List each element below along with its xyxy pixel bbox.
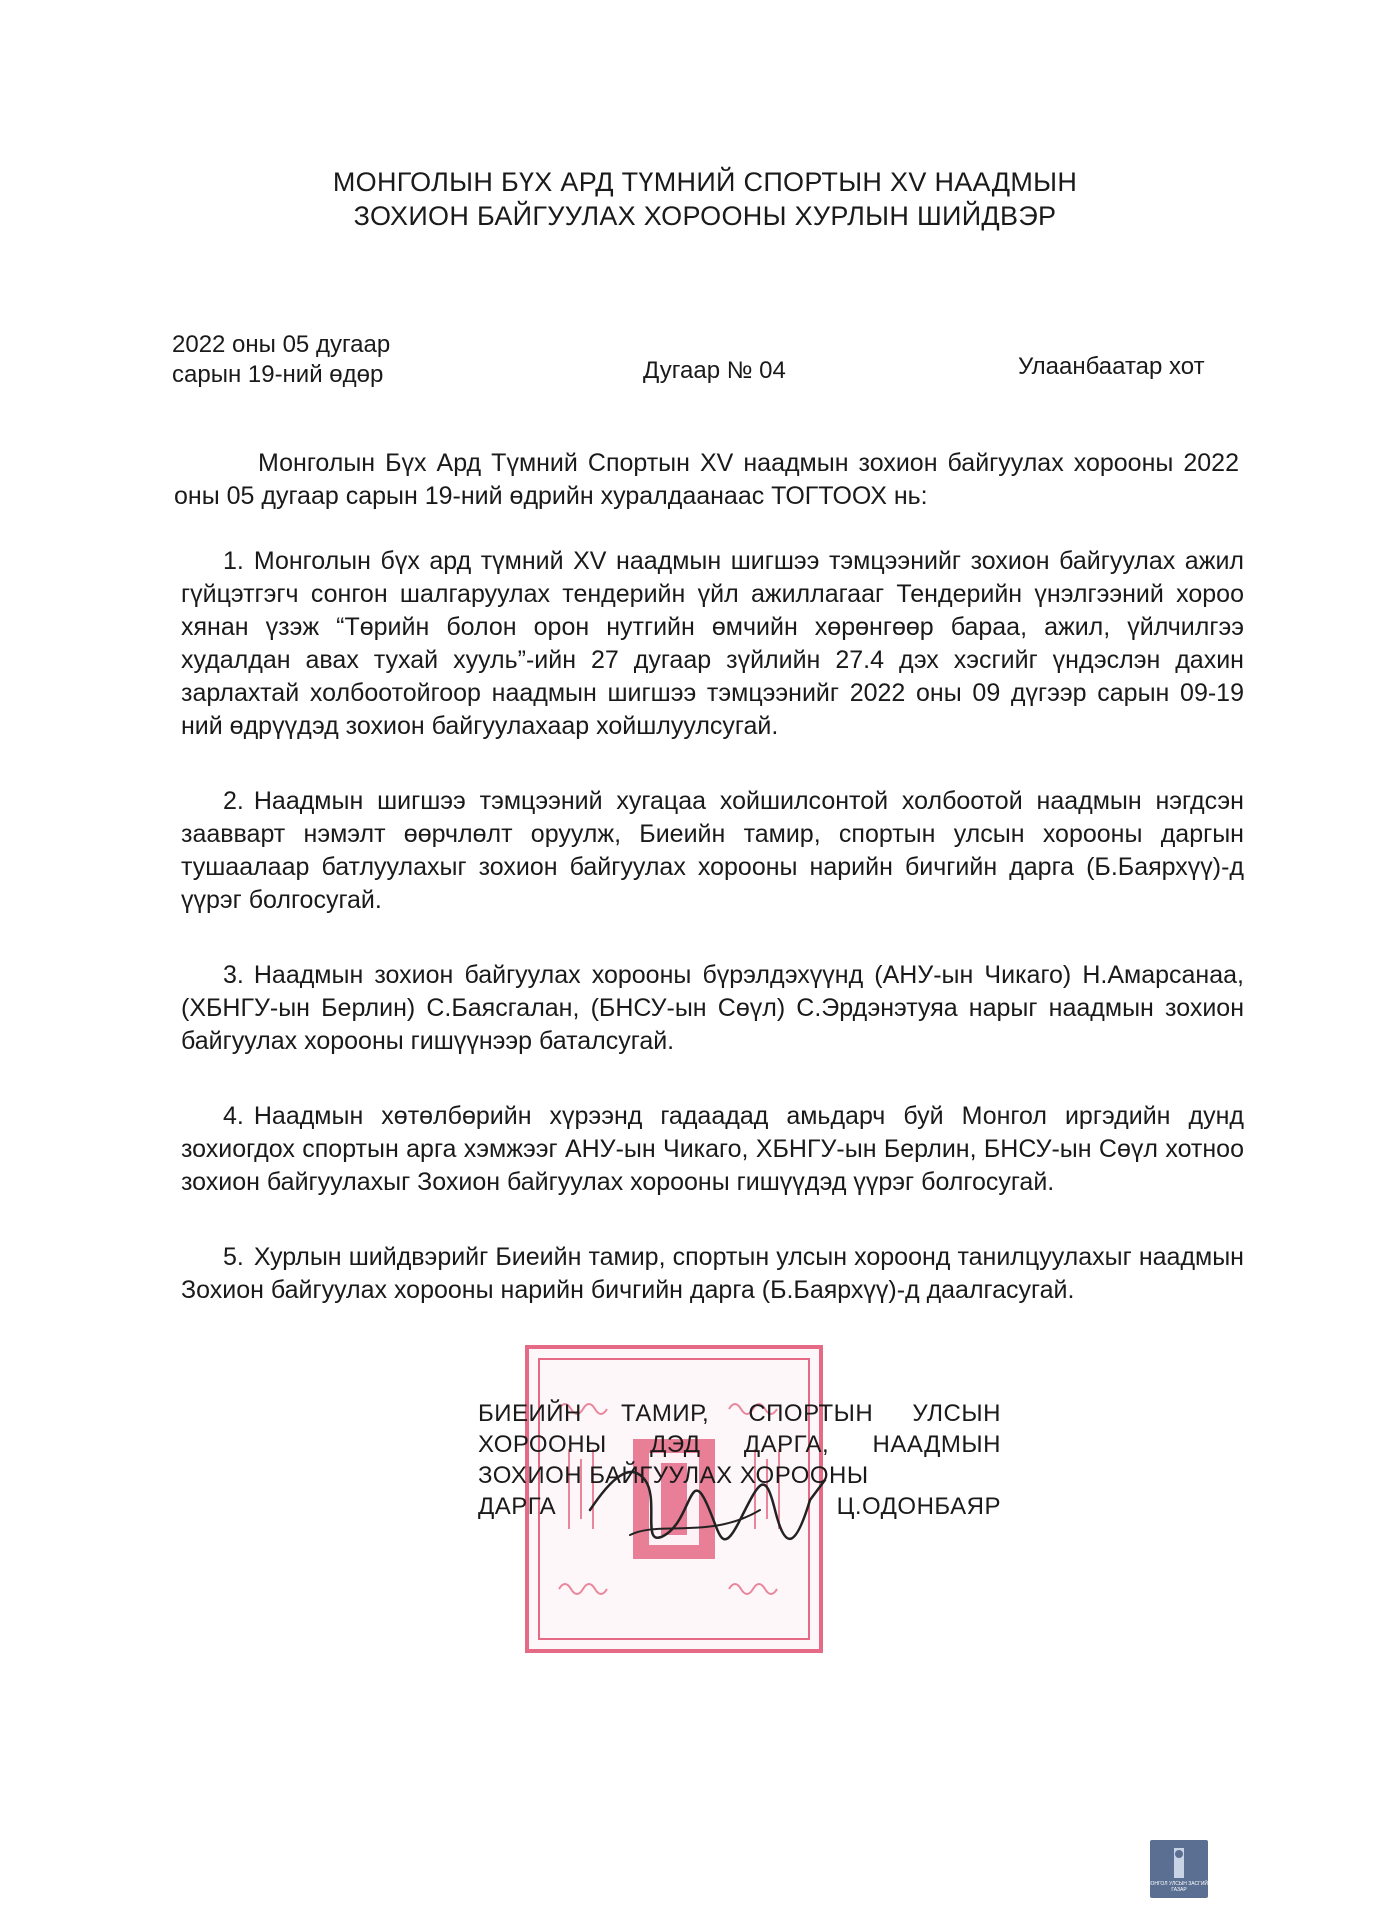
item-text: Монголын бүх ард түмний XV наадмын шигшээ тэмцээнийг зохион байгуулах ажил гүйцэтгэгч сонгон шалгаруулах тендерийн үйл ажиллагааг Тендерийн үнэлгээний хороо хянан үзэж “Төрийн болон орон нутгийн өмчийн хөрөнгөөр бараа, ажил, үйлчилгээ худалдан авах тухай хууль”-ийн 27 дугаар зүйлийн 27.4 дэх хэсгийг үндэслэн дахин зарлахтай холбоотойгоор наадмын шигшээ тэмцээнийг 2022 оны 09 дүгээр сарын 09-19 ний өдрүүдэд зохион байгуулахаар хойшлуулсугай. <box>181 547 1244 740</box>
decision-item <box>181 1100 1244 1199</box>
decision-city: Улаанбаатар хот <box>1018 353 1205 380</box>
item-text: Наадмын зохион байгуулах хорооны бүрэлдэхүүнд (АНУ-ын Чикаго) Н.Амарсанаа, (ХБНГУ-ын Берлин) С.Баясгалан, (БНСУ-ын Сөүл) С.Эрдэнэтуяа нарыг наадмын зохион байгуулах хорооны гишүүнээр баталсугай. <box>181 961 1244 1055</box>
date-line-1: 2022 оны 05 дугаар <box>172 331 391 358</box>
signer-word: УЛСЫН <box>912 1400 1001 1427</box>
item-number: 1. <box>223 547 244 575</box>
decision-date <box>172 330 390 390</box>
signer-word: ТАМИР, <box>620 1400 710 1427</box>
decision-items <box>181 545 1244 1349</box>
item-text: Наадмын хөтөлбөрийн хүрээнд гадаадад амьдарч буй Монгол иргэдийн дунд зохиогдох спортын арга хэмжээг АНУ-ын Чикаго, ХБНГУ-ын Берлин, БНСУ-ын Сөүл хотноо зохион байгуулахыг Зохион байгуулах хорооны гишүүдэд үүрэг болгосугай. <box>181 1102 1244 1196</box>
decision-item <box>181 785 1244 917</box>
decision-item <box>181 545 1244 743</box>
title-line-1: МОНГОЛЫН БҮХ АРД ТҮМНИЙ СПОРТЫН XV НААДМЫН <box>332 167 1078 197</box>
item-number: 2. <box>223 787 244 815</box>
signer-line-1 <box>478 1398 1001 1429</box>
item-text: Хурлын шийдвэрийг Биеийн тамир, спортын улсын хороонд танилцуулахыг наадмын Зохион байгуулах хорооны нарийн бичгийн дарга (Б.Баярхүү)-д даалгасугай. <box>181 1243 1244 1304</box>
decision-item <box>181 959 1244 1058</box>
signer-word: ХОРООНЫ <box>478 1431 607 1458</box>
signer-name: Ц.ОДОНБАЯР <box>836 1493 1001 1520</box>
date-line-2: сарын 19-ний өдөр <box>172 361 384 388</box>
signer-word: ДАРГА, <box>743 1431 830 1458</box>
handwritten-signature <box>570 1440 840 1570</box>
item-number: 5. <box>223 1243 244 1271</box>
signer-line-3: ЗОХИОН БАЙГУУЛАХ ХОРООНЫ <box>478 1462 869 1489</box>
signer-word: БИЕИЙН <box>478 1400 582 1427</box>
signer-word: ДЭД <box>650 1431 701 1458</box>
emblem-caption: МОНГОЛ УЛСЫН ЗАСГИЙН ГАЗАР <box>1146 1881 1212 1893</box>
item-text: Наадмын шигшээ тэмцээний хугацаа хойшилсонтой холбоотой наадмын нэгдсэн заавварт нэмэлт өөрчлөлт оруулж, Биеийн тамир, спортын улсын хорооны даргын тушаалаар батлуулахыг зохион байгуулах хорооны нарийн бичгийн дарга (Б.Баярхүү)-д үүрэг болгосугай. <box>181 787 1244 914</box>
item-number: 3. <box>223 961 244 989</box>
title-line-2: ЗОХИОН БАЙГУУЛАХ ХОРООНЫ ХУРЛЫН ШИЙДВЭР <box>353 201 1057 231</box>
decision-number: Дугаар № 04 <box>643 357 786 384</box>
decision-item <box>181 1241 1244 1307</box>
intro-paragraph: Монголын Бүх Ард Түмний Спортын XV наадмын зохион байгуулах хорооны 2022 оны 05 дугаар сарын 19-ний өдрийн хуралдаанаас ТОГТООХ нь: <box>174 449 1239 510</box>
document-title <box>240 165 1170 233</box>
signer-title: ДАРГА <box>478 1493 557 1520</box>
item-number: 4. <box>223 1102 244 1130</box>
signer-word: СПОРТЫН <box>748 1400 874 1427</box>
signer-word: НААДМЫН <box>872 1431 1001 1458</box>
